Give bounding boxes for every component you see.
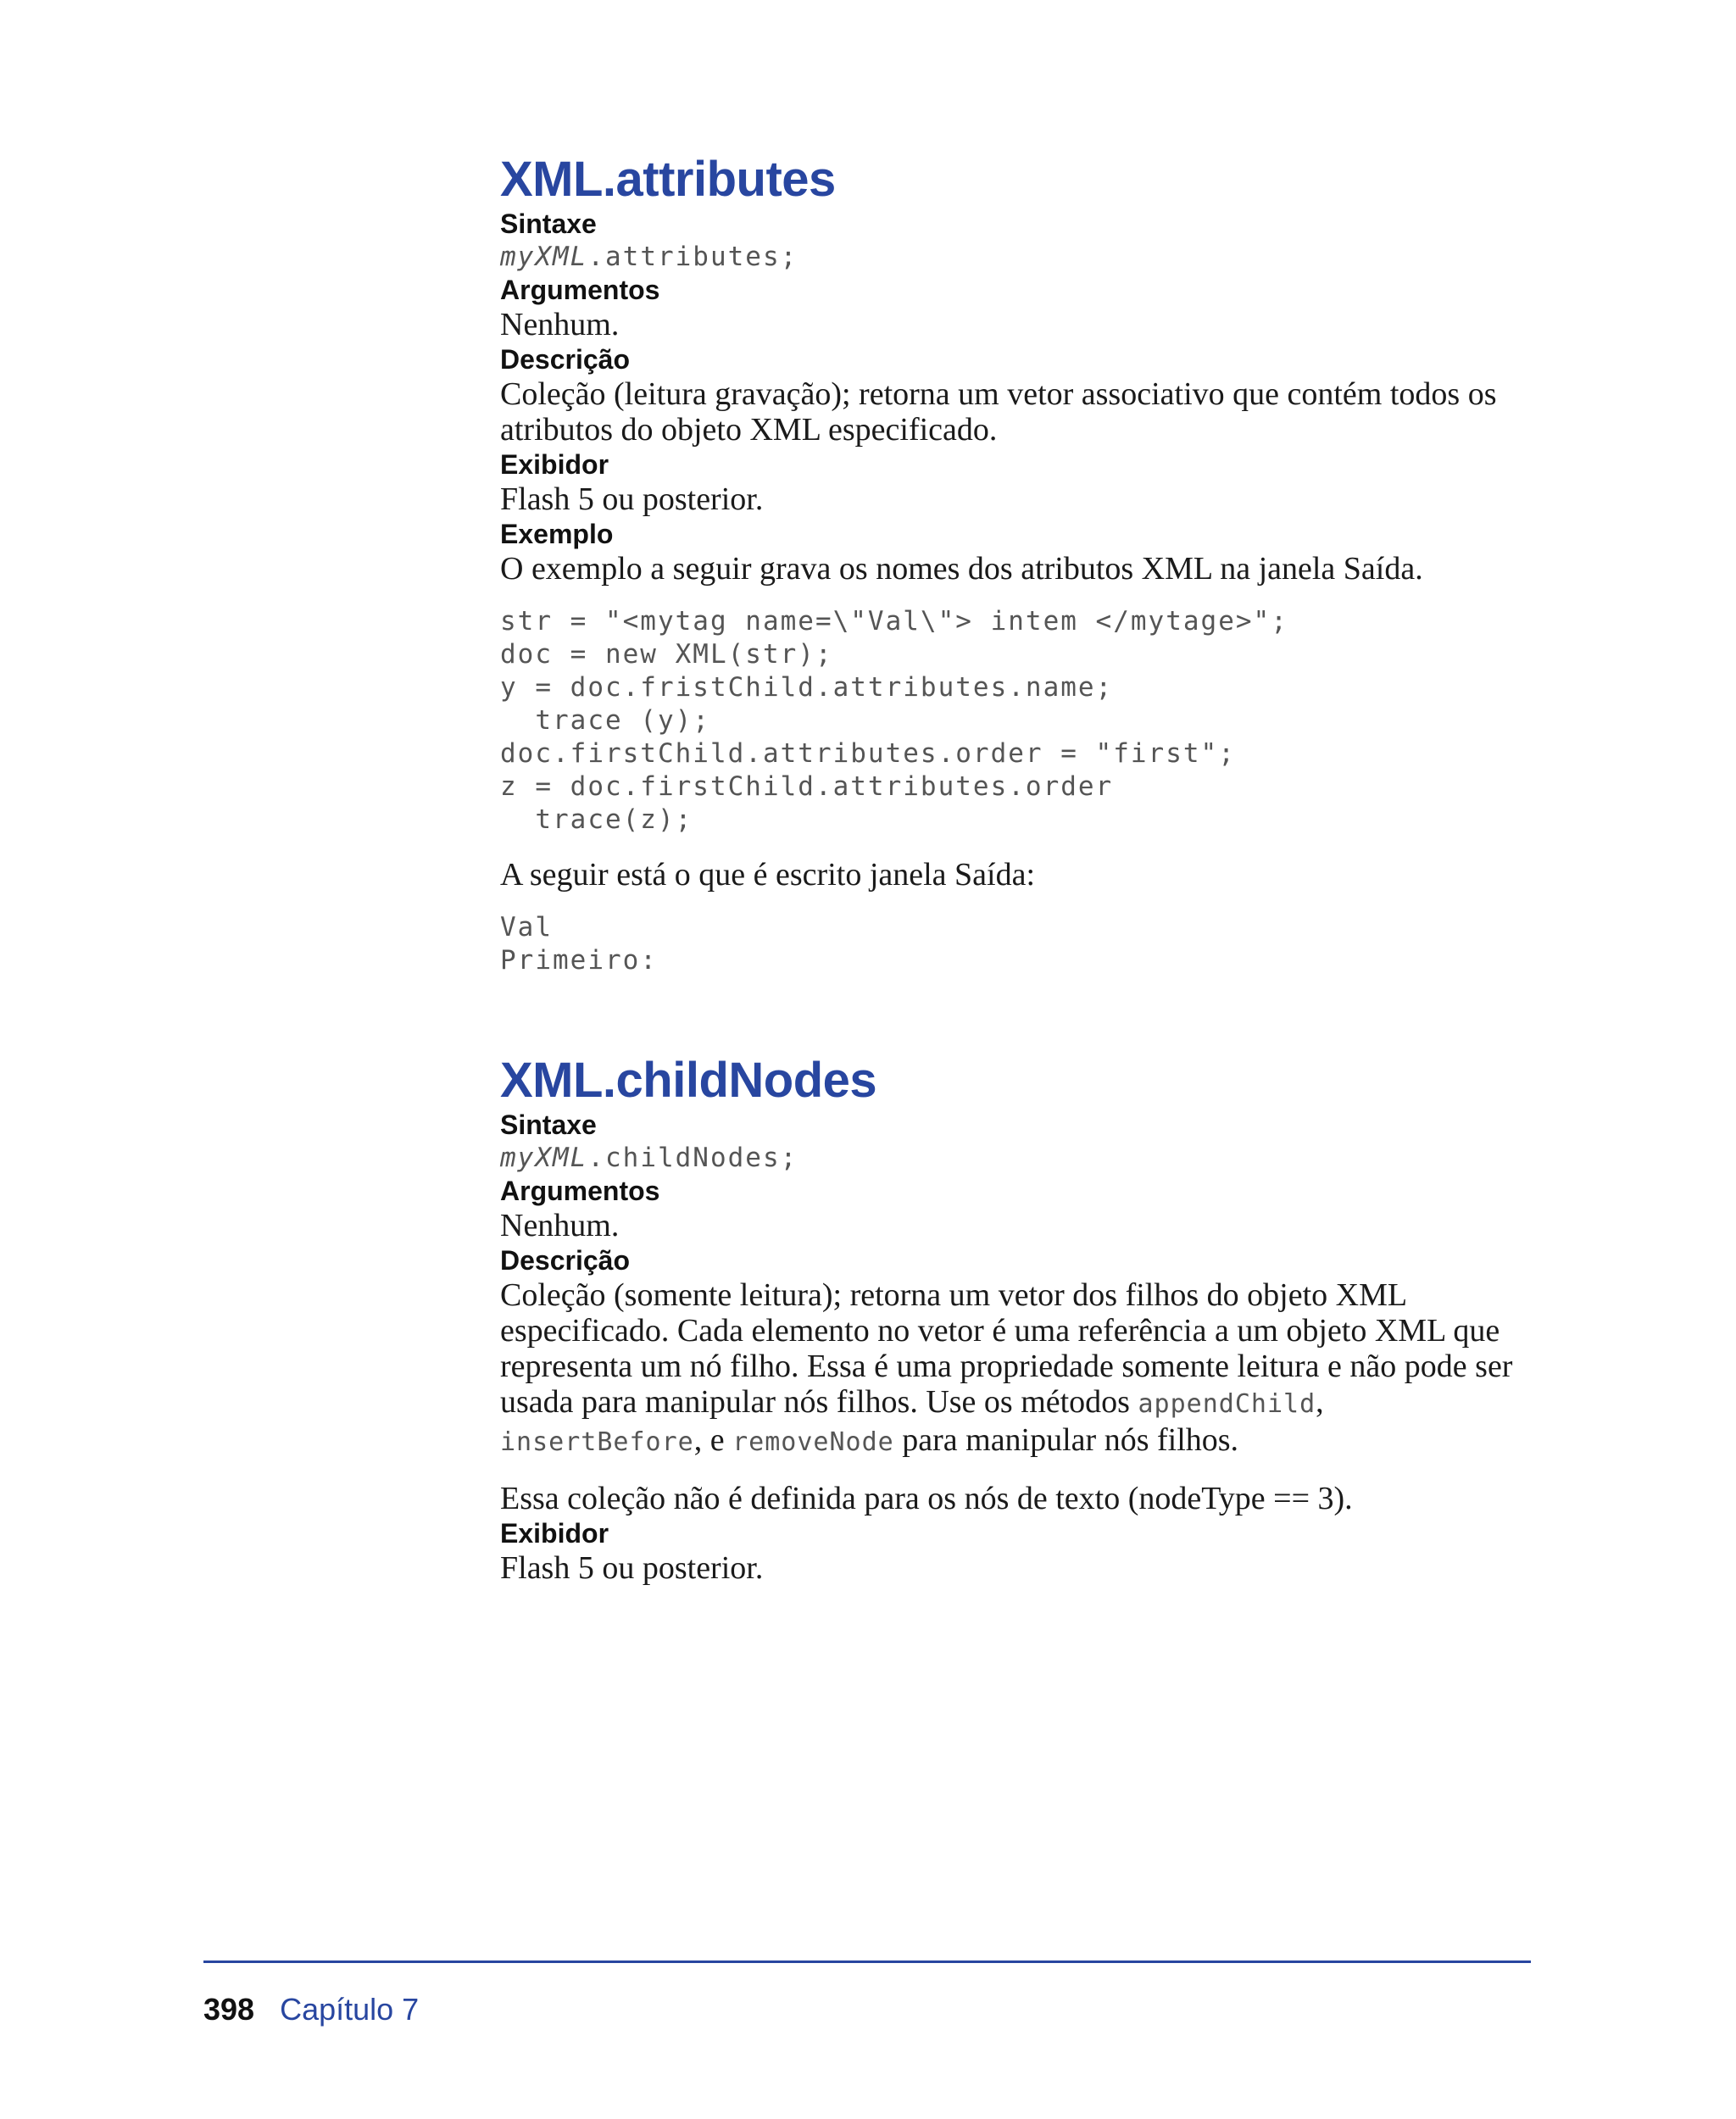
player-label: Exibidor — [500, 448, 609, 480]
example-label: Exemplo — [500, 518, 614, 549]
code-appendchild: appendChild — [1138, 1388, 1316, 1419]
syntax-object: myXML — [500, 1142, 588, 1173]
section-title-attributes: XML.attributes — [500, 152, 836, 207]
section-title-childnodes: XML.childNodes — [500, 1052, 877, 1108]
code-removenode: removeNode — [732, 1427, 894, 1457]
arguments-text: Nenhum. — [500, 306, 620, 342]
syntax-label: Sintaxe — [500, 1109, 597, 1140]
arguments-label: Argumentos — [500, 1175, 660, 1206]
player-text: Flash 5 ou posterior. — [500, 1549, 764, 1586]
page-number: 398 — [203, 1992, 255, 2027]
example-code-block: str = "<mytag name=\"Val\"> intem </mytage>"; doc = new XML(str); y = doc.fristChild.attributes.name; trace (y); doc.firstChild.attributes.order = "first"; z = doc.firstChild.attributes.order trace(z); — [500, 605, 1288, 835]
description-text — [500, 1277, 1517, 1460]
code-insertbefore: insertBefore — [500, 1427, 694, 1457]
player-text: Flash 5 ou posterior. — [500, 481, 764, 517]
example-text: O exemplo a seguir grava os nomes dos atributos XML na janela Saída. — [500, 550, 1423, 587]
syntax-member: .attributes; — [587, 241, 798, 272]
separator: , — [1316, 1383, 1324, 1420]
syntax-code — [500, 241, 1517, 273]
description-label: Descrição — [500, 1244, 630, 1276]
chapter-label: Capítulo 7 — [280, 1992, 420, 2027]
output-code-block: Val Primeiro: — [500, 911, 658, 976]
syntax-member: .childNodes; — [587, 1142, 798, 1173]
description-part1: Coleção (somente leitura); retorna um vetor dos filhos do objeto XML especificado. Cada elemento no vetor é uma referência a um objeto XML que representa um nó filho. Essa é uma propriedade somente leitura e não pode ser usada para manipular nós filhos. Use os métodos — [500, 1276, 1513, 1420]
syntax-object: myXML — [500, 241, 588, 272]
arguments-text: Nenhum. — [500, 1207, 620, 1243]
footer-rule — [203, 1960, 1531, 1963]
description-label: Descrição — [500, 343, 630, 375]
description-text-2: Essa coleção não é definida para os nós de texto (nodeType == 3). — [500, 1480, 1353, 1516]
separator: , e — [693, 1421, 733, 1458]
main-content — [500, 153, 1517, 1586]
syntax-code — [500, 1142, 1517, 1174]
description-part2: para manipular nós filhos. — [893, 1421, 1239, 1458]
description-text: Coleção (leitura gravação); retorna um vetor associativo que contém todos os atributos do objeto XML especificado. — [500, 375, 1497, 448]
arguments-label: Argumentos — [500, 274, 660, 305]
page-footer — [203, 1992, 419, 2027]
player-label: Exibidor — [500, 1517, 609, 1549]
output-text: A seguir está o que é escrito janela Saída: — [500, 856, 1036, 893]
syntax-label: Sintaxe — [500, 208, 597, 239]
